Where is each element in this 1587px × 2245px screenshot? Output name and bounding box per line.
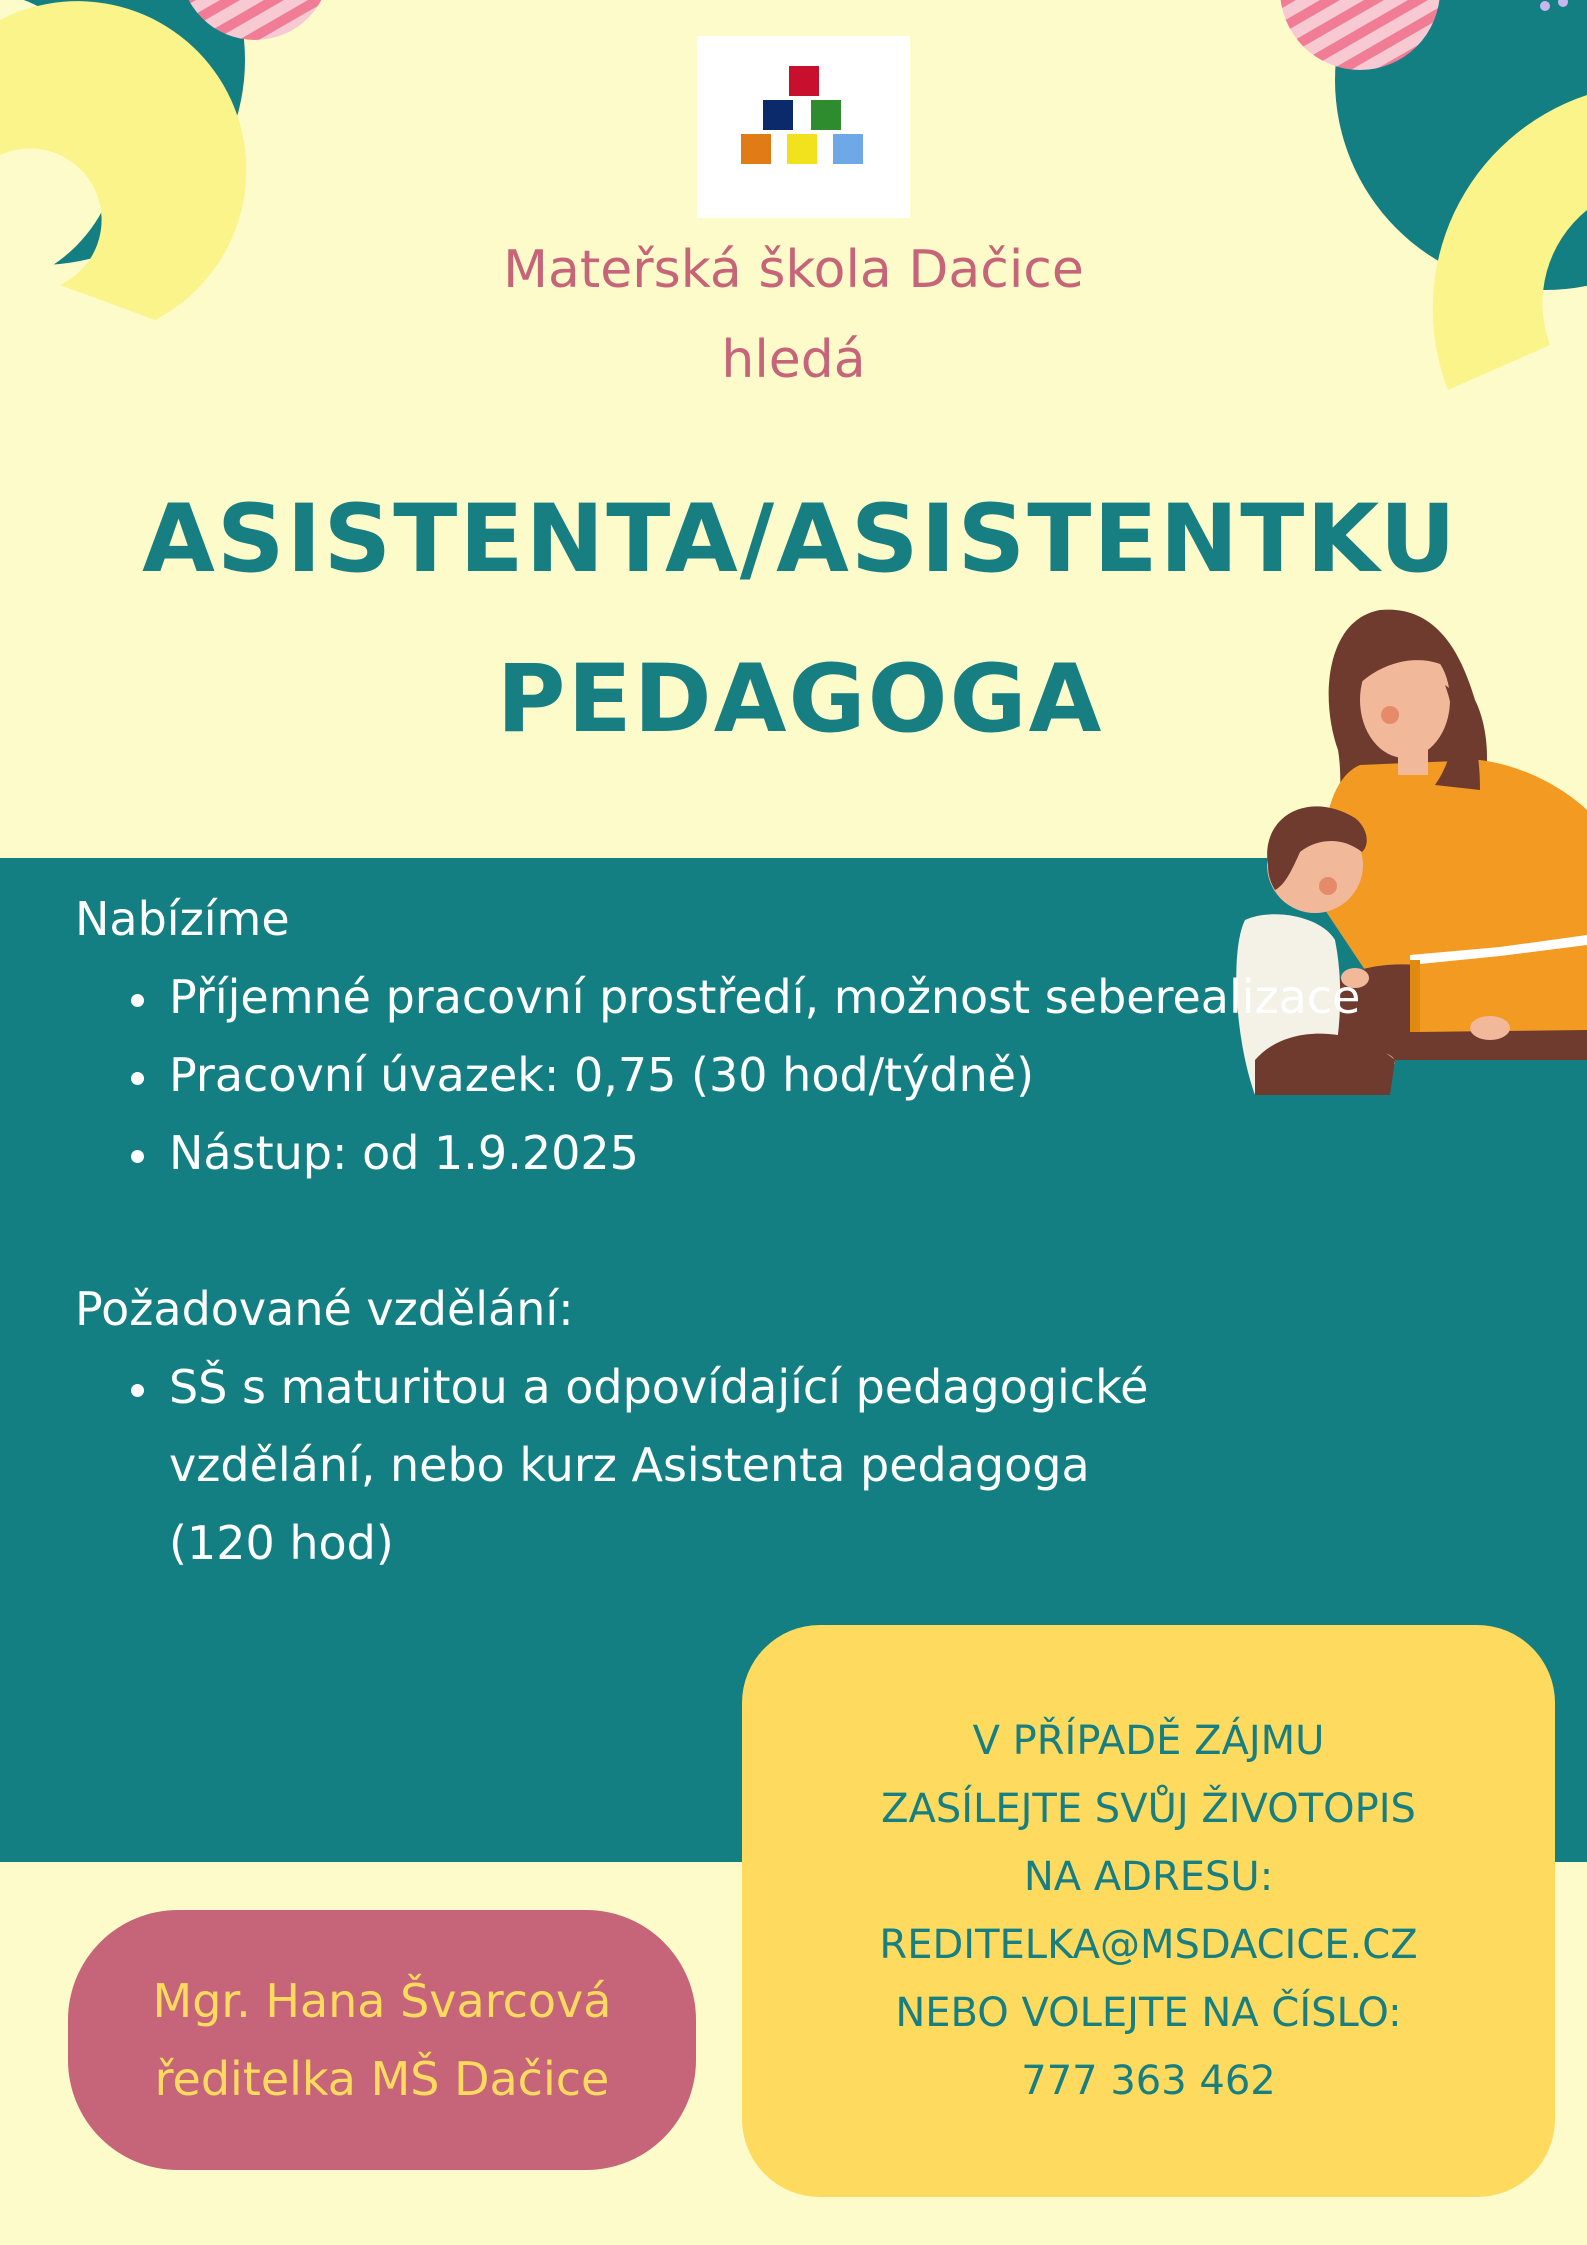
school-name: Mateřská škola Dačice: [503, 240, 1084, 300]
colored-blocks-pyramid-icon: [697, 36, 910, 218]
contact-phone[interactable]: 777 363 462: [1021, 2058, 1276, 2104]
school-heading: [300, 225, 1287, 405]
contact-email[interactable]: REDITELKA@MSDACICE.CZ: [879, 1922, 1418, 1968]
signature-name: Mgr. Hana Švarcová: [152, 1974, 612, 2028]
job-title-line1: ASISTENTA/ASISTENTKU: [142, 485, 1458, 594]
education-title: Požadované vzdělání:: [75, 1282, 574, 1336]
seeking-label: hledá: [721, 330, 866, 390]
logo-block-orange: [741, 134, 771, 164]
signature-box: [68, 1910, 696, 2170]
education-item-requirement: SŠ s maturitou a odpovídající pedagogické vzdělání, nebo kurz Asistenta pedagoga (120 hod): [169, 1348, 1169, 1582]
logo-block-yellow: [787, 134, 817, 164]
signature-role: ředitelka MŠ Dačice: [154, 2052, 610, 2106]
offer-list: [75, 958, 1405, 1192]
contact-call: NEBO VOLEJTE NA ČÍSLO:: [895, 1990, 1402, 2036]
logo-block-green: [811, 100, 841, 130]
contact-intro: V PŘÍPADĚ ZÁJMU: [972, 1718, 1325, 1764]
job-title-line2: PEDAGOGA: [496, 645, 1104, 754]
job-details: [75, 880, 1405, 1582]
contact-to-address: NA ADRESU:: [1023, 1854, 1274, 1900]
logo-block-lightblue: [833, 134, 863, 164]
education-list: [75, 1348, 1169, 1582]
contact-box: [742, 1625, 1555, 2197]
contact-send-cv: ZASÍLEJTE SVŮJ ŽIVOTOPIS: [881, 1786, 1416, 1832]
offer-title: Nabízíme: [75, 892, 290, 946]
logo-block-navy: [763, 100, 793, 130]
logo-block-red: [789, 66, 819, 96]
offer-item-work-environment: Příjemné pracovní prostředí, možnost seberealizace: [169, 958, 1405, 1036]
offer-item-start-date: Nástup: od 1.9.2025: [169, 1114, 1405, 1192]
school-logo: [697, 36, 910, 218]
offer-item-workload: Pracovní úvazek: 0,75 (30 hod/týdně): [169, 1036, 1405, 1114]
